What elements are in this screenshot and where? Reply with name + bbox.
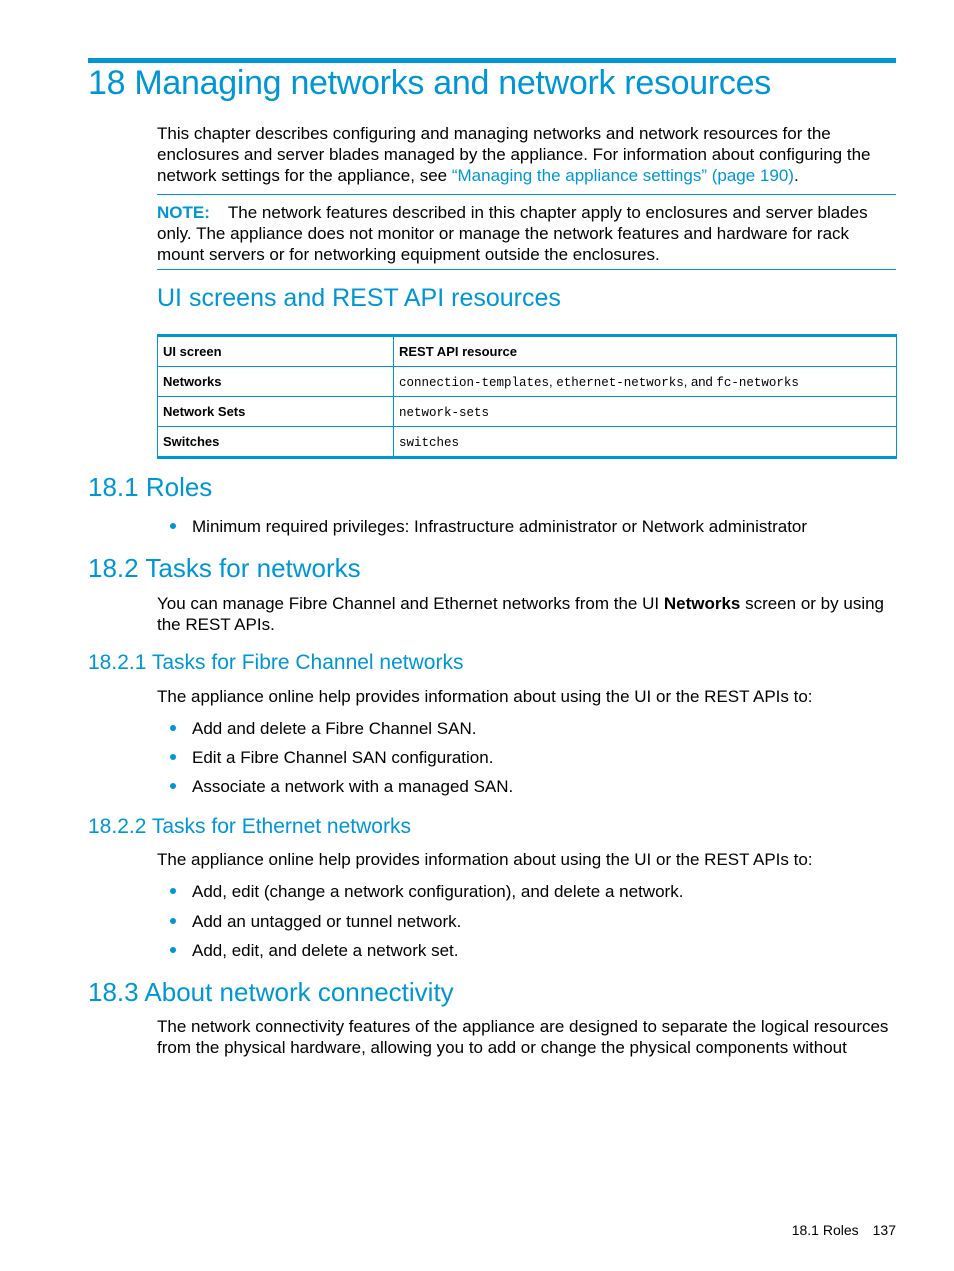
- list-item-text: Associate a network with a managed SAN.: [192, 777, 514, 796]
- table-row: [158, 397, 897, 427]
- ethernet-intro: The appliance online help provides information about using the UI or the REST APIs to:: [157, 850, 813, 869]
- note-text: The network features described in this chapter apply to enclosures and server blades only. The appliance does not monitor or manage the network features and hardware for rack mount servers or for networking equipment outside the enclosures.: [157, 203, 868, 264]
- note-label: NOTE:: [157, 203, 210, 222]
- table-row: [158, 427, 897, 458]
- table-cell-resource: [394, 367, 897, 397]
- page-footer: [792, 1222, 896, 1238]
- note-block: [157, 202, 897, 265]
- note-bottom-rule: [157, 269, 896, 270]
- bullet-icon: [170, 754, 176, 760]
- table-header-row: [158, 336, 897, 367]
- bullet-icon: [170, 783, 176, 789]
- list-item-text: Add, edit, and delete a network set.: [192, 941, 459, 960]
- note-top-rule: [157, 194, 896, 195]
- tasks-intro: [157, 593, 897, 635]
- resource-name: fc-networks: [716, 375, 799, 390]
- resource-separator: ,: [549, 373, 557, 389]
- bullet-icon: [170, 725, 176, 731]
- ui-rest-table: [157, 334, 897, 459]
- resource-name: connection-templates: [399, 375, 550, 390]
- chapter-top-rule: [88, 58, 896, 63]
- tasks-text-end: screen or by using the REST APIs.: [157, 594, 885, 634]
- table-cell-screen: Network Sets: [158, 397, 394, 427]
- resource-name: network-sets: [399, 405, 490, 420]
- section-heading-tasks: 18.2 Tasks for networks: [88, 553, 361, 583]
- intro-text-end: .: [793, 166, 799, 185]
- table-cell-resource: [394, 427, 897, 458]
- fc-intro: The appliance online help provides information about using the UI or the REST APIs to:: [157, 687, 813, 706]
- resource-name: ethernet-networks: [556, 375, 684, 390]
- tasks-bold-networks: Networks: [663, 594, 741, 613]
- table-row: [158, 367, 897, 397]
- appliance-settings-link[interactable]: “Managing the appliance settings” (page 190): [451, 166, 794, 185]
- resource-name: switches: [399, 435, 460, 450]
- page-number: 137: [872, 1222, 896, 1238]
- list-item-text: Add and delete a Fibre Channel SAN.: [192, 719, 477, 738]
- connectivity-text: The network connectivity features of the appliance are designed to separate the logical resources from the physical hardware, allowing you to add or change the physical components without: [157, 1017, 889, 1057]
- tasks-text: You can manage Fibre Channel and Ethernet networks from the UI: [157, 594, 664, 613]
- footer-section: 18.1 Roles: [791, 1222, 859, 1238]
- bullet-icon: [170, 918, 176, 924]
- bullet-icon: [170, 888, 176, 894]
- list-item-text: Add an untagged or tunnel network.: [192, 912, 462, 931]
- list-item-text: Edit a Fibre Channel SAN configuration.: [192, 748, 494, 767]
- chapter-intro: [157, 123, 897, 186]
- table-header-ui-screen: UI screen: [158, 336, 394, 367]
- subsection-heading-ethernet: 18.2.2 Tasks for Ethernet networks: [88, 815, 411, 838]
- table-cell-screen: Networks: [158, 367, 394, 397]
- table-header-rest-resource: REST API resource: [394, 336, 897, 367]
- table-cell-screen: Switches: [158, 427, 394, 458]
- bullet-icon: [170, 523, 176, 529]
- list-item-text: Minimum required privileges: Infrastructure administrator or Network administrator: [192, 517, 808, 536]
- list-item-text: Add, edit (change a network configuration), and delete a network.: [192, 882, 684, 901]
- section-heading-ui-screens: UI screens and REST API resources: [157, 284, 561, 312]
- section-heading-connectivity: 18.3 About network connectivity: [88, 977, 454, 1007]
- table-cell-resource: [394, 397, 897, 427]
- resource-separator: , and: [683, 373, 717, 389]
- bullet-icon: [170, 947, 176, 953]
- subsection-heading-fc: 18.2.1 Tasks for Fibre Channel networks: [88, 651, 464, 674]
- chapter-title: 18 Managing networks and network resources: [88, 64, 771, 102]
- intro-text: This chapter describes configuring and managing networks and network resources for the enclosures and server blades managed by the appliance. For information about configuring the network settings for the appliance, see: [157, 124, 871, 185]
- section-heading-roles: 18.1 Roles: [88, 472, 213, 502]
